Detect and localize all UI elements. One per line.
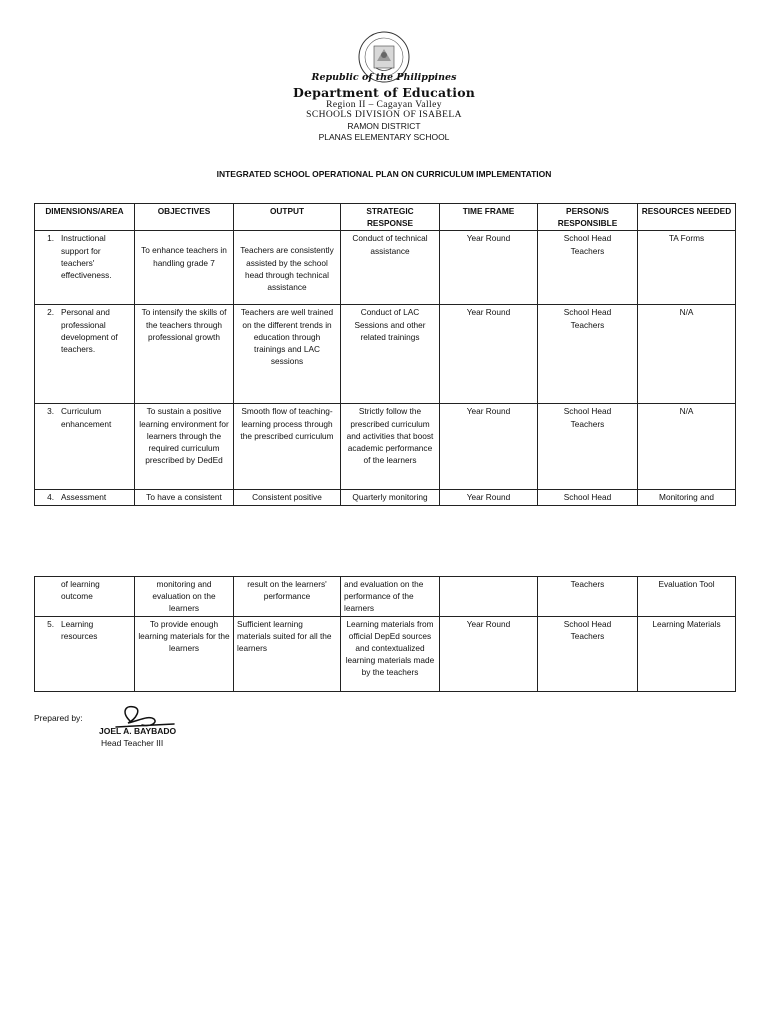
output-cell: Smooth flow of teaching-learning process through the prescribed curriculum	[234, 404, 341, 490]
col-header-area: DIMENSIONS/AREA	[35, 204, 135, 231]
resources-cell: TA Forms	[638, 231, 736, 305]
area-text: Personal and professional development of teachers.	[61, 307, 118, 355]
operational-plan-table	[34, 203, 736, 506]
time-frame-cell: Year Round	[440, 305, 538, 404]
row-number: 1.	[47, 233, 54, 244]
area-cell	[35, 490, 135, 505]
time-frame-cell: Year Round	[440, 404, 538, 490]
area-cell	[35, 305, 135, 404]
strategy-cell: and evaluation on the performance of the learners	[341, 577, 440, 617]
republic-heading: Republic of the Philippines	[311, 72, 457, 83]
person-cell	[538, 231, 638, 305]
table-row	[35, 305, 736, 404]
col-header-resources: RESOURCES NEEDED	[638, 204, 736, 231]
person-line: School Head	[563, 618, 612, 629]
person-line: School Head	[563, 233, 612, 244]
objective-text: To enhance teachers in handling grade 7	[141, 245, 227, 268]
person-cell: School Head	[538, 490, 638, 505]
output-cell: result on the learners' performance	[234, 577, 341, 617]
table-row	[35, 577, 736, 617]
area-text: Learning resources	[61, 618, 98, 641]
row-number: 2.	[47, 307, 54, 318]
time-frame-cell: Year Round	[440, 490, 538, 505]
time-frame-cell: Year Round	[440, 231, 538, 305]
strategy-cell: Conduct of technical assistance	[341, 231, 440, 305]
objective-cell: To intensify the skills of the teachers through professional growth	[135, 305, 234, 404]
person-line: Teachers	[570, 630, 605, 641]
strategy-cell: Strictly follow the prescribed curriculum and activities that boost academic performance of the learners	[341, 404, 440, 490]
output-cell: Teachers are well trained on the different trends in education through trainings and LAC sessions	[234, 305, 341, 404]
area-cell	[35, 231, 135, 305]
person-cell	[538, 404, 638, 490]
person-line: Teachers	[570, 245, 605, 256]
strategy-cell: Quarterly monitoring	[341, 490, 440, 505]
col-header-objectives: OBJECTIVES	[135, 204, 234, 231]
col-header-time-frame: TIME FRAME	[440, 204, 538, 231]
objective-cell: To sustain a positive learning environment for learners through the required curriculum prescribed by DedEd	[135, 404, 234, 490]
row-number: 4.	[47, 492, 54, 503]
time-frame-cell	[440, 577, 538, 617]
time-frame-cell: Year Round	[440, 616, 538, 691]
person-cell: Teachers	[538, 577, 638, 617]
objective-cell: To provide enough learning materials for the learners	[135, 616, 234, 691]
resources-cell: Monitoring and	[638, 490, 736, 505]
resources-cell: N/A	[638, 305, 736, 404]
area-cell	[35, 616, 135, 691]
resources-cell: Evaluation Tool	[638, 577, 736, 617]
table-header-row	[35, 204, 736, 231]
col-header-output: OUTPUT	[234, 204, 341, 231]
col-header-strategic-response: STRATEGIC RESPONSE	[341, 204, 440, 231]
person-cell	[538, 305, 638, 404]
output-cell: Consistent positive	[234, 490, 341, 505]
document-title: INTEGRATED SCHOOL OPERATIONAL PLAN ON CURRICULUM IMPLEMENTATION	[216, 169, 552, 179]
table-row	[35, 231, 736, 305]
objective-cell	[135, 231, 234, 305]
area-cell	[35, 404, 135, 490]
person-line: School Head	[563, 406, 612, 417]
resources-cell: Learning Materials	[638, 616, 736, 691]
district-heading: RAMON DISTRICT	[347, 121, 421, 131]
operational-plan-table-continued	[34, 576, 736, 692]
area-text: Assessment	[61, 492, 107, 503]
table-row	[35, 404, 736, 490]
person-line: Teachers	[570, 319, 605, 330]
strategy-cell: Conduct of LAC Sessions and other related trainings	[341, 305, 440, 404]
table-row	[35, 616, 736, 691]
region-heading: Region II – Cagayan Valley	[326, 100, 442, 110]
area-text: Instructional support for teachers' effectiveness.	[61, 233, 112, 281]
person-line: Teachers	[570, 418, 605, 429]
signatory-name: JOEL A. BAYBADO	[99, 726, 177, 736]
table-row	[35, 490, 736, 505]
school-heading: PLANAS ELEMENTARY SCHOOL	[318, 132, 450, 142]
output-cell: Sufficient learning materials suited for all the learners	[234, 616, 341, 691]
objective-cell: monitoring and evaluation on the learners	[135, 577, 234, 617]
prepared-by-label: Prepared by:	[34, 713, 83, 723]
row-number: 3.	[47, 406, 54, 417]
strategy-cell: Learning materials from official DepEd sources and contextualized learning materials made by the teachers	[341, 616, 440, 691]
person-cell	[538, 616, 638, 691]
area-cell	[35, 577, 135, 617]
output-cell	[234, 231, 341, 305]
department-heading: Department of Education	[292, 85, 476, 100]
resources-cell: N/A	[638, 404, 736, 490]
row-number: 5.	[47, 618, 54, 629]
output-text: Teachers are consistently assisted by the school head through technical assistance	[240, 245, 334, 293]
col-header-person-responsible: PERSON/S RESPONSIBLE	[538, 204, 638, 231]
signatory-position: Head Teacher III	[101, 738, 164, 748]
division-heading: SCHOOLS DIVISION OF ISABELA	[306, 110, 462, 120]
objective-cell: To have a consistent	[135, 490, 234, 505]
person-line: School Head	[563, 307, 612, 318]
area-text: of learning outcome	[61, 579, 100, 602]
area-text: Curriculum enhancement	[61, 406, 112, 429]
